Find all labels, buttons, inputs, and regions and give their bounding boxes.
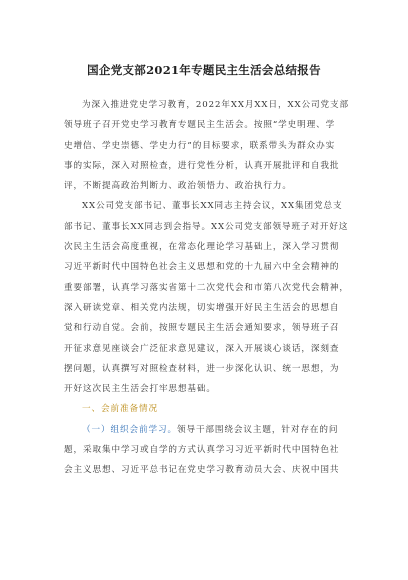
paragraph-line: 开好这次民主生活会打牢思想基础。 xyxy=(64,384,216,395)
subsection-label: （一）组织会前学习。 xyxy=(82,424,177,435)
paragraph-line: 领导班子召开党史学习教育专题民主生活会。按照“学史明理、学 xyxy=(64,120,336,131)
paragraph-line: XX公司党支部书记、董事长XX同志主持会议，XX集团党总支 xyxy=(82,201,343,212)
subsection-first-line xyxy=(64,420,350,440)
document-title: 国企党支部2021年专题民主生活会总结报告 xyxy=(87,63,321,77)
paragraph-line: 评，不断提高政治判断力、政治领悟力、政治执行力。 xyxy=(64,181,292,192)
paragraph-line: 为深入推进党史学习教育，2022年XX月XX日，XX公司党支部 xyxy=(82,100,349,110)
paragraph-line: 摆问题，认真撰写对照检查材料，进一步深化认识、统一思想，为 xyxy=(64,363,340,374)
paragraph-line: 开征求意见座谈会广泛征求意见建议，深入开展谈心谈话，深刻查 xyxy=(64,343,340,354)
paragraph-line: 重要部署，认真学习落实省第十二次党代会和市第八次党代会精神， xyxy=(64,282,349,293)
document-body xyxy=(64,95,350,481)
paragraph-line: 次民主生活会高度重视，在常态化理论学习基础上，深入学习贯彻 xyxy=(64,242,340,253)
paragraph-line: 史增信、学史崇德、学史力行”的目标要求，联系带头为群众办实 xyxy=(64,140,336,151)
paragraph-line: 深入研读党章、相关党内法规，切实增强开好民主生活会的思想自 xyxy=(64,302,340,313)
paragraph-line: 事的实际，深入对照检查，进行党性分析，认真开展批评和自我批 xyxy=(64,160,340,171)
paragraph-line: 会主义思想、习近平总书记在党史学习教育动员大会、庆祝中国共 xyxy=(64,465,340,476)
paragraph-line: 部书记、董事长XX同志到会指导。XX公司党支部领导班子对开好这 xyxy=(64,221,349,232)
paragraph-line: 题，采取集中学习或自学的方式认真学习习近平新时代中国特色社 xyxy=(64,445,340,456)
section-heading: 一、会前准备情况 xyxy=(82,404,158,415)
paragraph-line: 习近平新时代中国特色社会主义思想和党的十九届六中全会精神的 xyxy=(64,262,340,273)
paragraph-line: 觉和行动自觉。会前，按照专题民主生活会通知要求，领导班子召 xyxy=(64,323,340,334)
subsection-text: 领导干部围绕会议主题，针对存在的问 xyxy=(176,424,339,435)
